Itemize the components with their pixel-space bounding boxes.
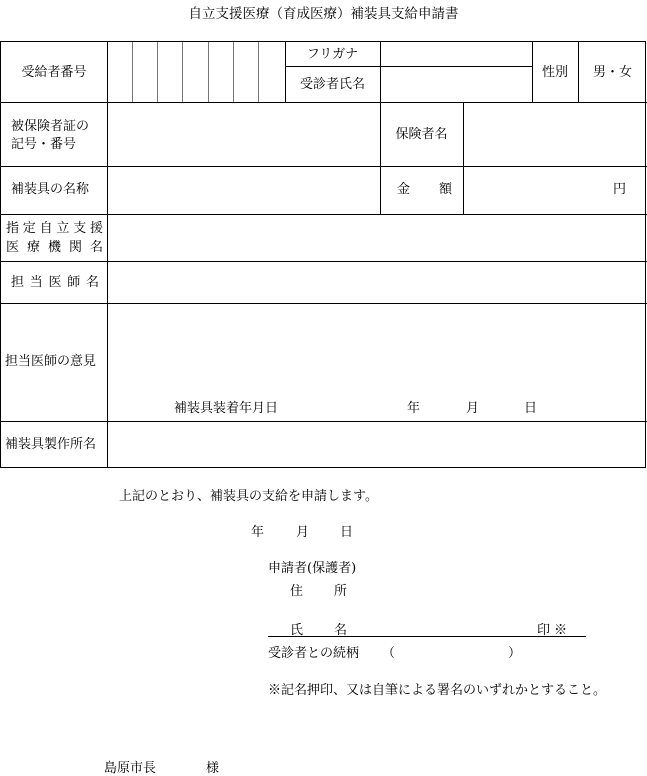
digit-divider [208,42,209,102]
signature-line [268,636,586,637]
digit-divider [157,42,158,102]
amount-unit: 円 [613,182,627,197]
applicant-label: 申請者(保護者) [268,561,357,576]
amount-label-2: 額 [439,182,453,197]
digit-divider [233,42,234,102]
doctor-name-label: 担当医師名 [11,275,99,290]
digit-divider [258,42,259,102]
row-divider-4 [1,261,647,262]
digit-divider [132,42,133,102]
insurer-name-label: 保険者名 [395,127,448,142]
name-value-divider [380,42,381,102]
relationship-close-paren: ） [508,646,522,661]
address-label-1: 住 [290,584,304,599]
furigana-label: フリガナ [306,47,359,62]
device-name-label: 補装具の名称 [11,182,90,197]
row-divider-6 [1,421,647,422]
digit-divider [182,42,183,102]
gender-label: 性別 [541,65,568,80]
label-column-divider [107,42,108,468]
seal-label: 印 ※ [537,623,568,638]
fitting-month: 月 [466,401,480,416]
application-table [0,41,646,468]
addressee: 島原市長 [104,761,157,776]
insured-card-label-line2: 記号・番号 [11,137,77,152]
amount-label-1: 金 [397,182,411,197]
addressee-honorific: 様 [206,761,220,776]
row-divider-1 [1,102,647,103]
fitting-date-label: 補装具装着年月日 [174,401,279,416]
fitting-year: 年 [407,401,421,416]
address-label-2: 所 [334,584,348,599]
application-statement: 上記のとおり、補装具の支給を申請します。 [119,489,378,504]
gender-options: 男・女 [592,65,632,80]
signature-note: ※記名押印、又は自筆による署名のいずれかとすること。 [268,683,607,698]
form-title: 自立支援医療（育成医療）補装具支給申請書 [188,6,459,22]
fitting-day: 日 [524,401,538,416]
insurer-left-divider [380,102,381,214]
name-label-1: 氏 [290,623,304,638]
date-month: 月 [296,525,310,540]
relationship-open-paren: （ [382,646,396,661]
row-divider-2 [1,166,647,167]
recipient-number-label: 受給者番号 [21,65,87,80]
designated-institution-label-line1: 指定自立支援 [6,221,103,236]
furigana-divider [285,66,533,67]
date-year: 年 [251,525,265,540]
insured-card-label-line1: 被保険者証の [11,119,90,134]
date-day: 日 [340,525,354,540]
row-divider-3 [1,214,647,215]
insurer-right-divider [463,102,464,214]
manufacturer-label: 補装具製作所名 [5,437,97,452]
relationship-label: 受診者との続柄 [268,646,360,661]
patient-name-label: 受診者氏名 [299,77,365,92]
row-divider-5 [1,303,647,304]
name-label-2: 名 [334,623,348,638]
designated-institution-label-line2: 医療機関名 [6,240,103,255]
doctor-opinion-label: 担当医師の意見 [5,354,97,369]
